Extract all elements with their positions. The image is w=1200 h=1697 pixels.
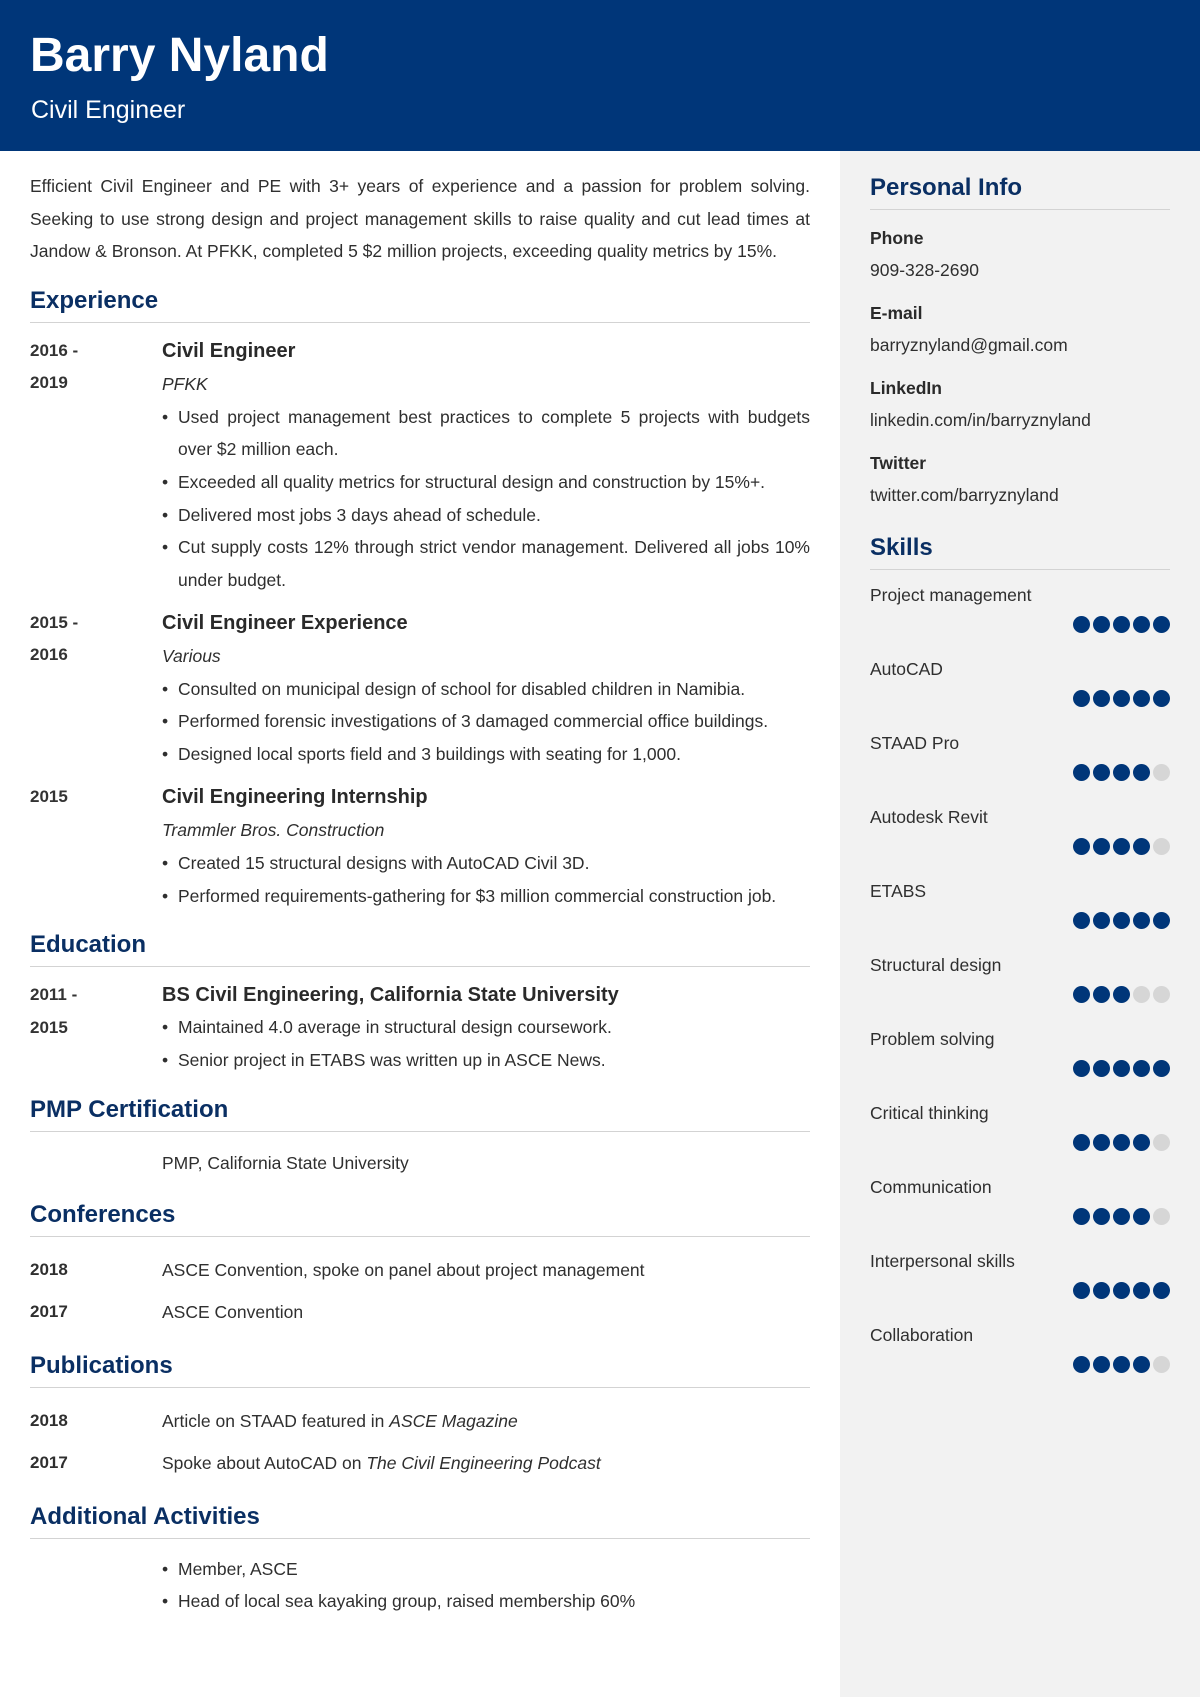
rating-dot-filled xyxy=(1133,912,1150,929)
rating-dot-filled xyxy=(1133,1356,1150,1373)
skill-item xyxy=(870,878,1170,952)
conference-text: ASCE Convention, spoke on panel about project management xyxy=(162,1259,645,1280)
skill-name: Autodesk Revit xyxy=(870,807,988,827)
activities-section xyxy=(30,1502,810,1618)
skill-item xyxy=(870,1322,1170,1396)
skill-rating xyxy=(1073,690,1170,707)
rating-dot-filled xyxy=(1133,838,1150,855)
rating-dot-filled xyxy=(1093,1282,1110,1299)
list-item: • Designed local sports field and 3 buildings with seating for 1,000. xyxy=(162,738,810,771)
experience-date-start: 2015 xyxy=(30,786,68,806)
skill-item xyxy=(870,656,1170,730)
publication-venue: The Civil Engineering Podcast xyxy=(366,1452,601,1473)
rating-dot-filled xyxy=(1093,1208,1110,1225)
activities-bullets xyxy=(162,1551,810,1618)
rating-dot-empty xyxy=(1153,1134,1170,1151)
education-bullets xyxy=(162,1011,810,1076)
experience-date xyxy=(30,781,162,912)
certification-text: PMP, California State University xyxy=(162,1152,409,1173)
skill-rating xyxy=(1073,616,1170,633)
experience-entry xyxy=(30,335,810,597)
publication-row xyxy=(30,1400,810,1442)
skill-item xyxy=(870,804,1170,878)
job-bullets xyxy=(162,847,810,912)
phone-label: Phone xyxy=(870,228,924,248)
skill-name: ETABS xyxy=(870,881,927,901)
list-item: • Used project management best practices to complete 5 projects with budgets over $2 million each. xyxy=(162,401,810,466)
rating-dot-filled xyxy=(1073,1060,1090,1077)
rating-dot-filled xyxy=(1093,690,1110,707)
rating-dot-filled xyxy=(1133,616,1150,633)
rating-dot-filled xyxy=(1073,764,1090,781)
rating-dot-filled xyxy=(1093,764,1110,781)
linkedin-value: linkedin.com/in/barryznyland xyxy=(870,410,1091,430)
skills-heading: Skills xyxy=(870,533,1170,570)
list-item: • Maintained 4.0 average in structural design coursework. xyxy=(162,1011,810,1044)
experience-date-end: 2019 xyxy=(30,373,68,392)
list-item: • Member, ASCE xyxy=(162,1553,810,1586)
experience-section xyxy=(30,286,810,913)
experience-entry xyxy=(30,781,810,912)
list-item: • Senior project in ETABS was written up in ASCE News. xyxy=(162,1044,810,1077)
rating-dot-filled xyxy=(1113,616,1130,633)
rating-dot-empty xyxy=(1153,1356,1170,1373)
conference-year: 2018 xyxy=(30,1259,68,1279)
skill-rating xyxy=(1073,1134,1170,1151)
job-bullets xyxy=(162,673,810,771)
twitter-value: twitter.com/barryznyland xyxy=(870,485,1059,505)
list-item: • Consulted on municipal design of school for disabled children in Namibia. xyxy=(162,673,810,706)
publication-text: Spoke about AutoCAD on The Civil Engineering Podcast xyxy=(162,1452,601,1473)
skill-rating xyxy=(1073,986,1170,1003)
rating-dot-filled xyxy=(1133,1134,1150,1151)
rating-dot-filled xyxy=(1153,912,1170,929)
list-item: • Delivered most jobs 3 days ahead of schedule. xyxy=(162,499,810,532)
employer: Various xyxy=(162,645,221,666)
rating-dot-filled xyxy=(1133,1282,1150,1299)
education-date xyxy=(30,979,162,1076)
skill-item xyxy=(870,1026,1170,1100)
rating-dot-filled xyxy=(1113,1282,1130,1299)
rating-dot-empty xyxy=(1133,986,1150,1003)
skill-name: Collaboration xyxy=(870,1325,974,1345)
employer: Trammler Bros. Construction xyxy=(162,819,385,840)
skill-item xyxy=(870,952,1170,1026)
skill-item xyxy=(870,730,1170,804)
education-degree: BS Civil Engineering, California State University xyxy=(162,984,619,1007)
list-item: • Performed requirements-gathering for $3 million commercial construction job. xyxy=(162,880,810,913)
candidate-title: Civil Engineer xyxy=(31,96,186,124)
education-date-end: 2015 xyxy=(30,1017,68,1037)
rating-dot-filled xyxy=(1113,1356,1130,1373)
rating-dot-filled xyxy=(1113,912,1130,929)
linkedin-label: LinkedIn xyxy=(870,378,942,398)
conference-text: ASCE Convention xyxy=(162,1301,304,1322)
job-title: Civil Engineering Internship xyxy=(162,785,428,808)
employer: PFKK xyxy=(162,373,208,394)
skill-rating xyxy=(1073,1356,1170,1373)
publication-year: 2018 xyxy=(30,1410,68,1430)
resume-header xyxy=(0,0,1200,151)
rating-dot-filled xyxy=(1133,1208,1150,1225)
activities-heading: Additional Activities xyxy=(30,1502,810,1539)
experience-heading: Experience xyxy=(30,286,810,323)
twitter-label: Twitter xyxy=(870,453,927,473)
skill-rating xyxy=(1073,838,1170,855)
rating-dot-filled xyxy=(1153,1282,1170,1299)
skill-name: Structural design xyxy=(870,955,1002,975)
skill-name: Critical thinking xyxy=(870,1103,989,1123)
rating-dot-filled xyxy=(1093,986,1110,1003)
rating-dot-filled xyxy=(1133,690,1150,707)
list-item: • Created 15 structural designs with AutoCAD Civil 3D. xyxy=(162,847,810,880)
rating-dot-filled xyxy=(1093,1060,1110,1077)
summary-text: Efficient Civil Engineer and PE with 3+ years of experience and a passion for problem solving. Seeking to use strong design and project management skills to raise quality and cut lead times at Jandow & Bronson. At PFKK, completed 5 $2 million projects, exceeding quality metrics by 15%. xyxy=(30,176,810,261)
rating-dot-filled xyxy=(1113,1060,1130,1077)
skill-rating xyxy=(1073,764,1170,781)
rating-dot-filled xyxy=(1093,838,1110,855)
list-item: • Cut supply costs 12% through strict vendor management. Delivered all jobs 10% under budget. xyxy=(162,531,810,596)
rating-dot-empty xyxy=(1153,1208,1170,1225)
rating-dot-filled xyxy=(1133,764,1150,781)
rating-dot-filled xyxy=(1093,616,1110,633)
list-item: • Performed forensic investigations of 3 damaged commercial office buildings. xyxy=(162,705,810,738)
education-heading: Education xyxy=(30,930,810,967)
email-label: E-mail xyxy=(870,303,923,323)
conference-row xyxy=(30,1291,810,1333)
rating-dot-filled xyxy=(1093,912,1110,929)
skill-rating xyxy=(1073,1282,1170,1299)
skills-list xyxy=(870,582,1170,1396)
experience-list xyxy=(30,335,810,913)
rating-dot-filled xyxy=(1073,986,1090,1003)
rating-dot-empty xyxy=(1153,764,1170,781)
experience-date-end: 2016 xyxy=(30,645,68,665)
publication-row xyxy=(30,1442,810,1484)
job-title: Civil Engineer xyxy=(162,339,296,362)
rating-dot-filled xyxy=(1073,616,1090,633)
publications-section xyxy=(30,1351,810,1484)
publication-year: 2017 xyxy=(30,1452,68,1472)
phone-value: 909-328-2690 xyxy=(870,260,979,280)
rating-dot-filled xyxy=(1113,690,1130,707)
publications-heading: Publications xyxy=(30,1351,810,1388)
skill-rating xyxy=(1073,1060,1170,1077)
rating-dot-empty xyxy=(1153,838,1170,855)
publication-venue: ASCE Magazine xyxy=(389,1410,518,1431)
rating-dot-filled xyxy=(1073,912,1090,929)
rating-dot-filled xyxy=(1113,1134,1130,1151)
job-bullets xyxy=(162,401,810,597)
skill-item xyxy=(870,1248,1170,1322)
skill-name: STAAD Pro xyxy=(870,733,960,753)
personal-info-heading: Personal Info xyxy=(870,173,1170,210)
list-item: • Head of local sea kayaking group, raised membership 60% xyxy=(162,1585,810,1618)
conferences-section xyxy=(30,1200,810,1333)
rating-dot-filled xyxy=(1093,1134,1110,1151)
conferences-heading: Conferences xyxy=(30,1200,810,1237)
experience-date-start: 2016 - xyxy=(30,340,79,360)
skill-name: Project management xyxy=(870,585,1032,605)
skill-rating xyxy=(1073,912,1170,929)
rating-dot-filled xyxy=(1113,764,1130,781)
experience-date-start: 2015 - xyxy=(30,612,79,632)
education-entry xyxy=(30,979,810,1076)
experience-date xyxy=(30,335,162,597)
rating-dot-filled xyxy=(1133,1060,1150,1077)
candidate-name: Barry Nyland xyxy=(30,29,329,82)
rating-dot-filled xyxy=(1113,1208,1130,1225)
rating-dot-empty xyxy=(1153,986,1170,1003)
rating-dot-filled xyxy=(1153,1060,1170,1077)
rating-dot-filled xyxy=(1113,838,1130,855)
skill-name: Interpersonal skills xyxy=(870,1251,1015,1271)
skill-name: AutoCAD xyxy=(870,659,943,679)
publication-text: Article on STAAD featured in ASCE Magazine xyxy=(162,1410,518,1431)
rating-dot-filled xyxy=(1073,1356,1090,1373)
conference-row xyxy=(30,1249,810,1291)
skill-item xyxy=(870,582,1170,656)
email-value: barryznyland@gmail.com xyxy=(870,335,1068,355)
rating-dot-filled xyxy=(1073,690,1090,707)
certification-heading: PMP Certification xyxy=(30,1095,810,1132)
skill-name: Problem solving xyxy=(870,1029,995,1049)
skill-name: Communication xyxy=(870,1177,992,1197)
rating-dot-filled xyxy=(1153,616,1170,633)
job-title: Civil Engineer Experience xyxy=(162,611,408,634)
rating-dot-filled xyxy=(1153,690,1170,707)
sidebar xyxy=(840,151,1200,1697)
education-section xyxy=(30,930,810,1076)
personal-info-list xyxy=(870,222,1170,511)
main-column xyxy=(30,170,810,1636)
list-item: • Exceeded all quality metrics for structural design and construction by 15%+. xyxy=(162,466,810,499)
rating-dot-filled xyxy=(1113,986,1130,1003)
rating-dot-filled xyxy=(1073,1282,1090,1299)
certification-section xyxy=(30,1095,810,1182)
education-date-start: 2011 - xyxy=(30,985,78,1005)
rating-dot-filled xyxy=(1073,838,1090,855)
conference-year: 2017 xyxy=(30,1301,68,1321)
rating-dot-filled xyxy=(1073,1134,1090,1151)
experience-date xyxy=(30,607,162,771)
skill-item xyxy=(870,1174,1170,1248)
experience-entry xyxy=(30,607,810,771)
rating-dot-filled xyxy=(1073,1208,1090,1225)
skill-item xyxy=(870,1100,1170,1174)
skill-rating xyxy=(1073,1208,1170,1225)
rating-dot-filled xyxy=(1093,1356,1110,1373)
